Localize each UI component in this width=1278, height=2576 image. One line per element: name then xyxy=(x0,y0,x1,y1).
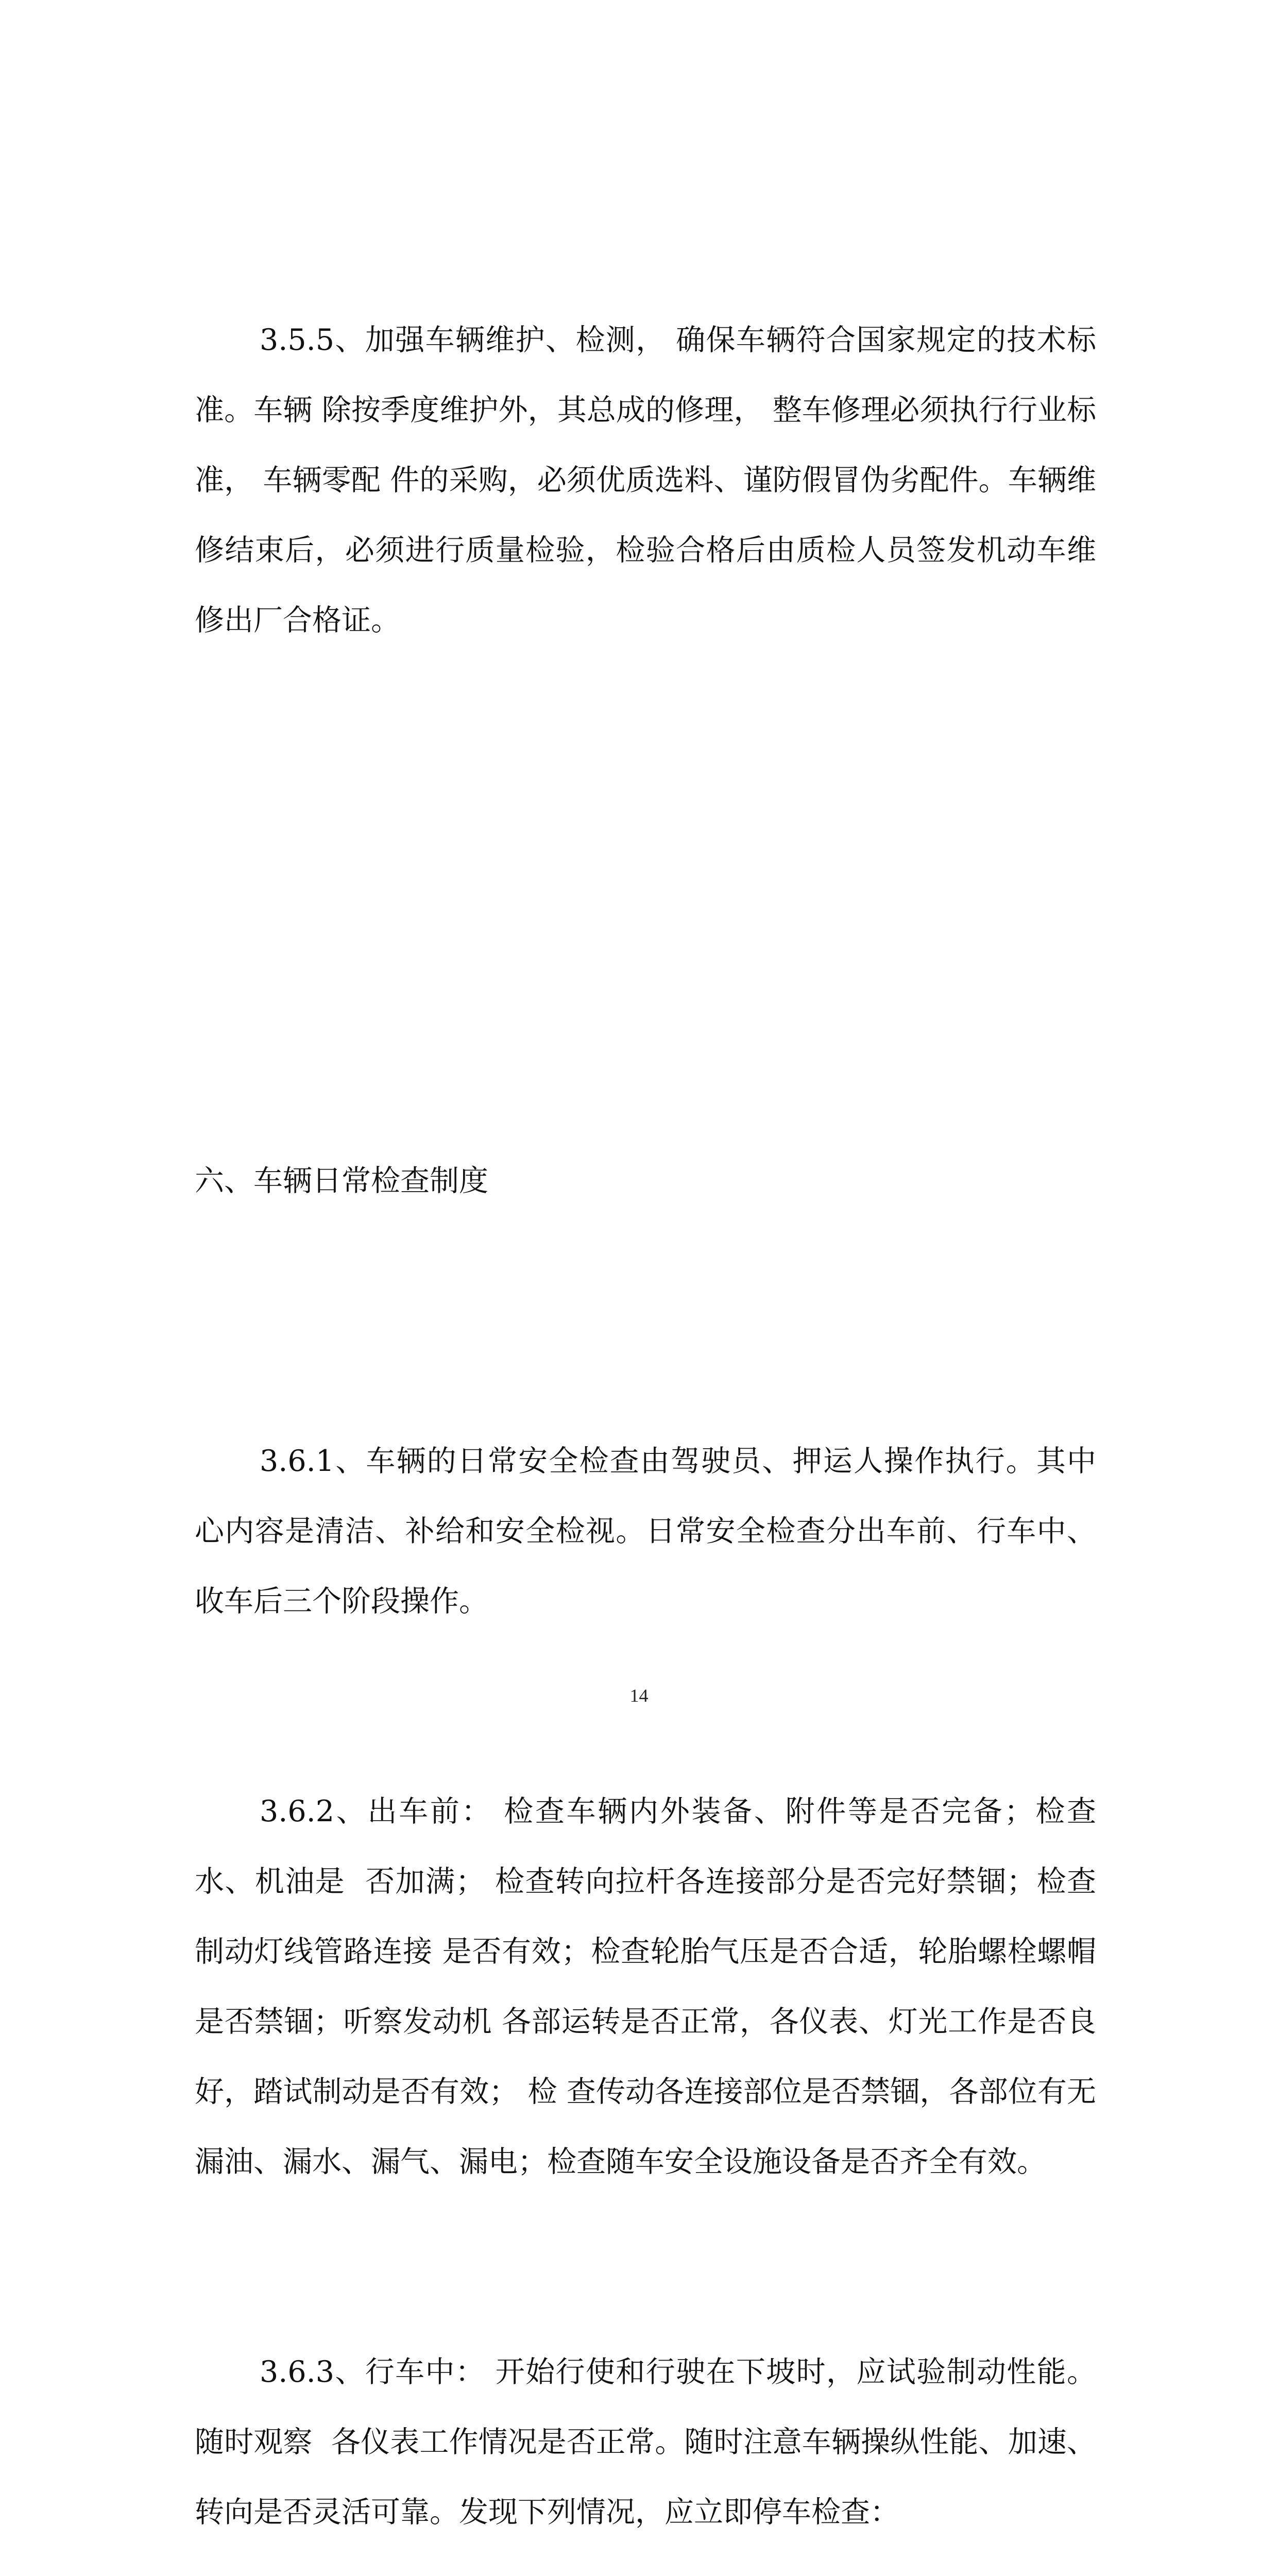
paragraph-3-6-2: 3.6.2、出车前： 检查车辆内外装备、附件等是否完备；检查水、机油是 否加满； 检查转向拉杆各连接部分是否完好禁锢；检查制动灯线管路连接 是否有效；检查轮胎气压是否合适，轮胎螺栓螺帽是否禁锢；听察发动机 各部运转是否正常，各仪表、灯光工作是否良好，踏试制动是否有效； 检 查传动各连接部位是否禁锢，各部位有无漏油、漏水、漏气、漏电；检查随车安全设施设备是否齐全有效。 xyxy=(195,1794,1096,2179)
page-number: 14 xyxy=(629,1685,649,1706)
paragraph-3-6-3: 3.6.3、行车中： 开始行使和行驶在下坡时，应试验制动性能。随时观察 各仪表工作情况是否正常。随时注意车辆操纵性能、加速、转向是否灵活可靠。发现下列情况，应立即停车检查： xyxy=(195,2355,1096,2529)
paragraph-gap xyxy=(195,866,1096,936)
document-body xyxy=(195,165,1096,2576)
paragraph-3-5-5: 3.5.5、加强车辆维护、检测， 确保车辆符合国家规定的技术标准。车辆 除按季度维护外，其总成的修理， 整车修理必须执行行业标准， 车辆零配 件的采购，必须优质选料、谨防假冒伪劣配件。车辆维修结束后，必须进行质量检验，检验合格后由质检人员签发机动车维修出厂合格证。 xyxy=(195,323,1096,637)
section-heading: 六、车辆日常检查制度 xyxy=(195,1164,488,1198)
paragraph-3-6-1: 3.6.1、车辆的日常安全检查由驾驶员、押运人操作执行。其中心内容是清洁、补给和安全检视。日常安全检查分出车前、行车中、收车后三个阶段操作。 xyxy=(195,1444,1096,1618)
